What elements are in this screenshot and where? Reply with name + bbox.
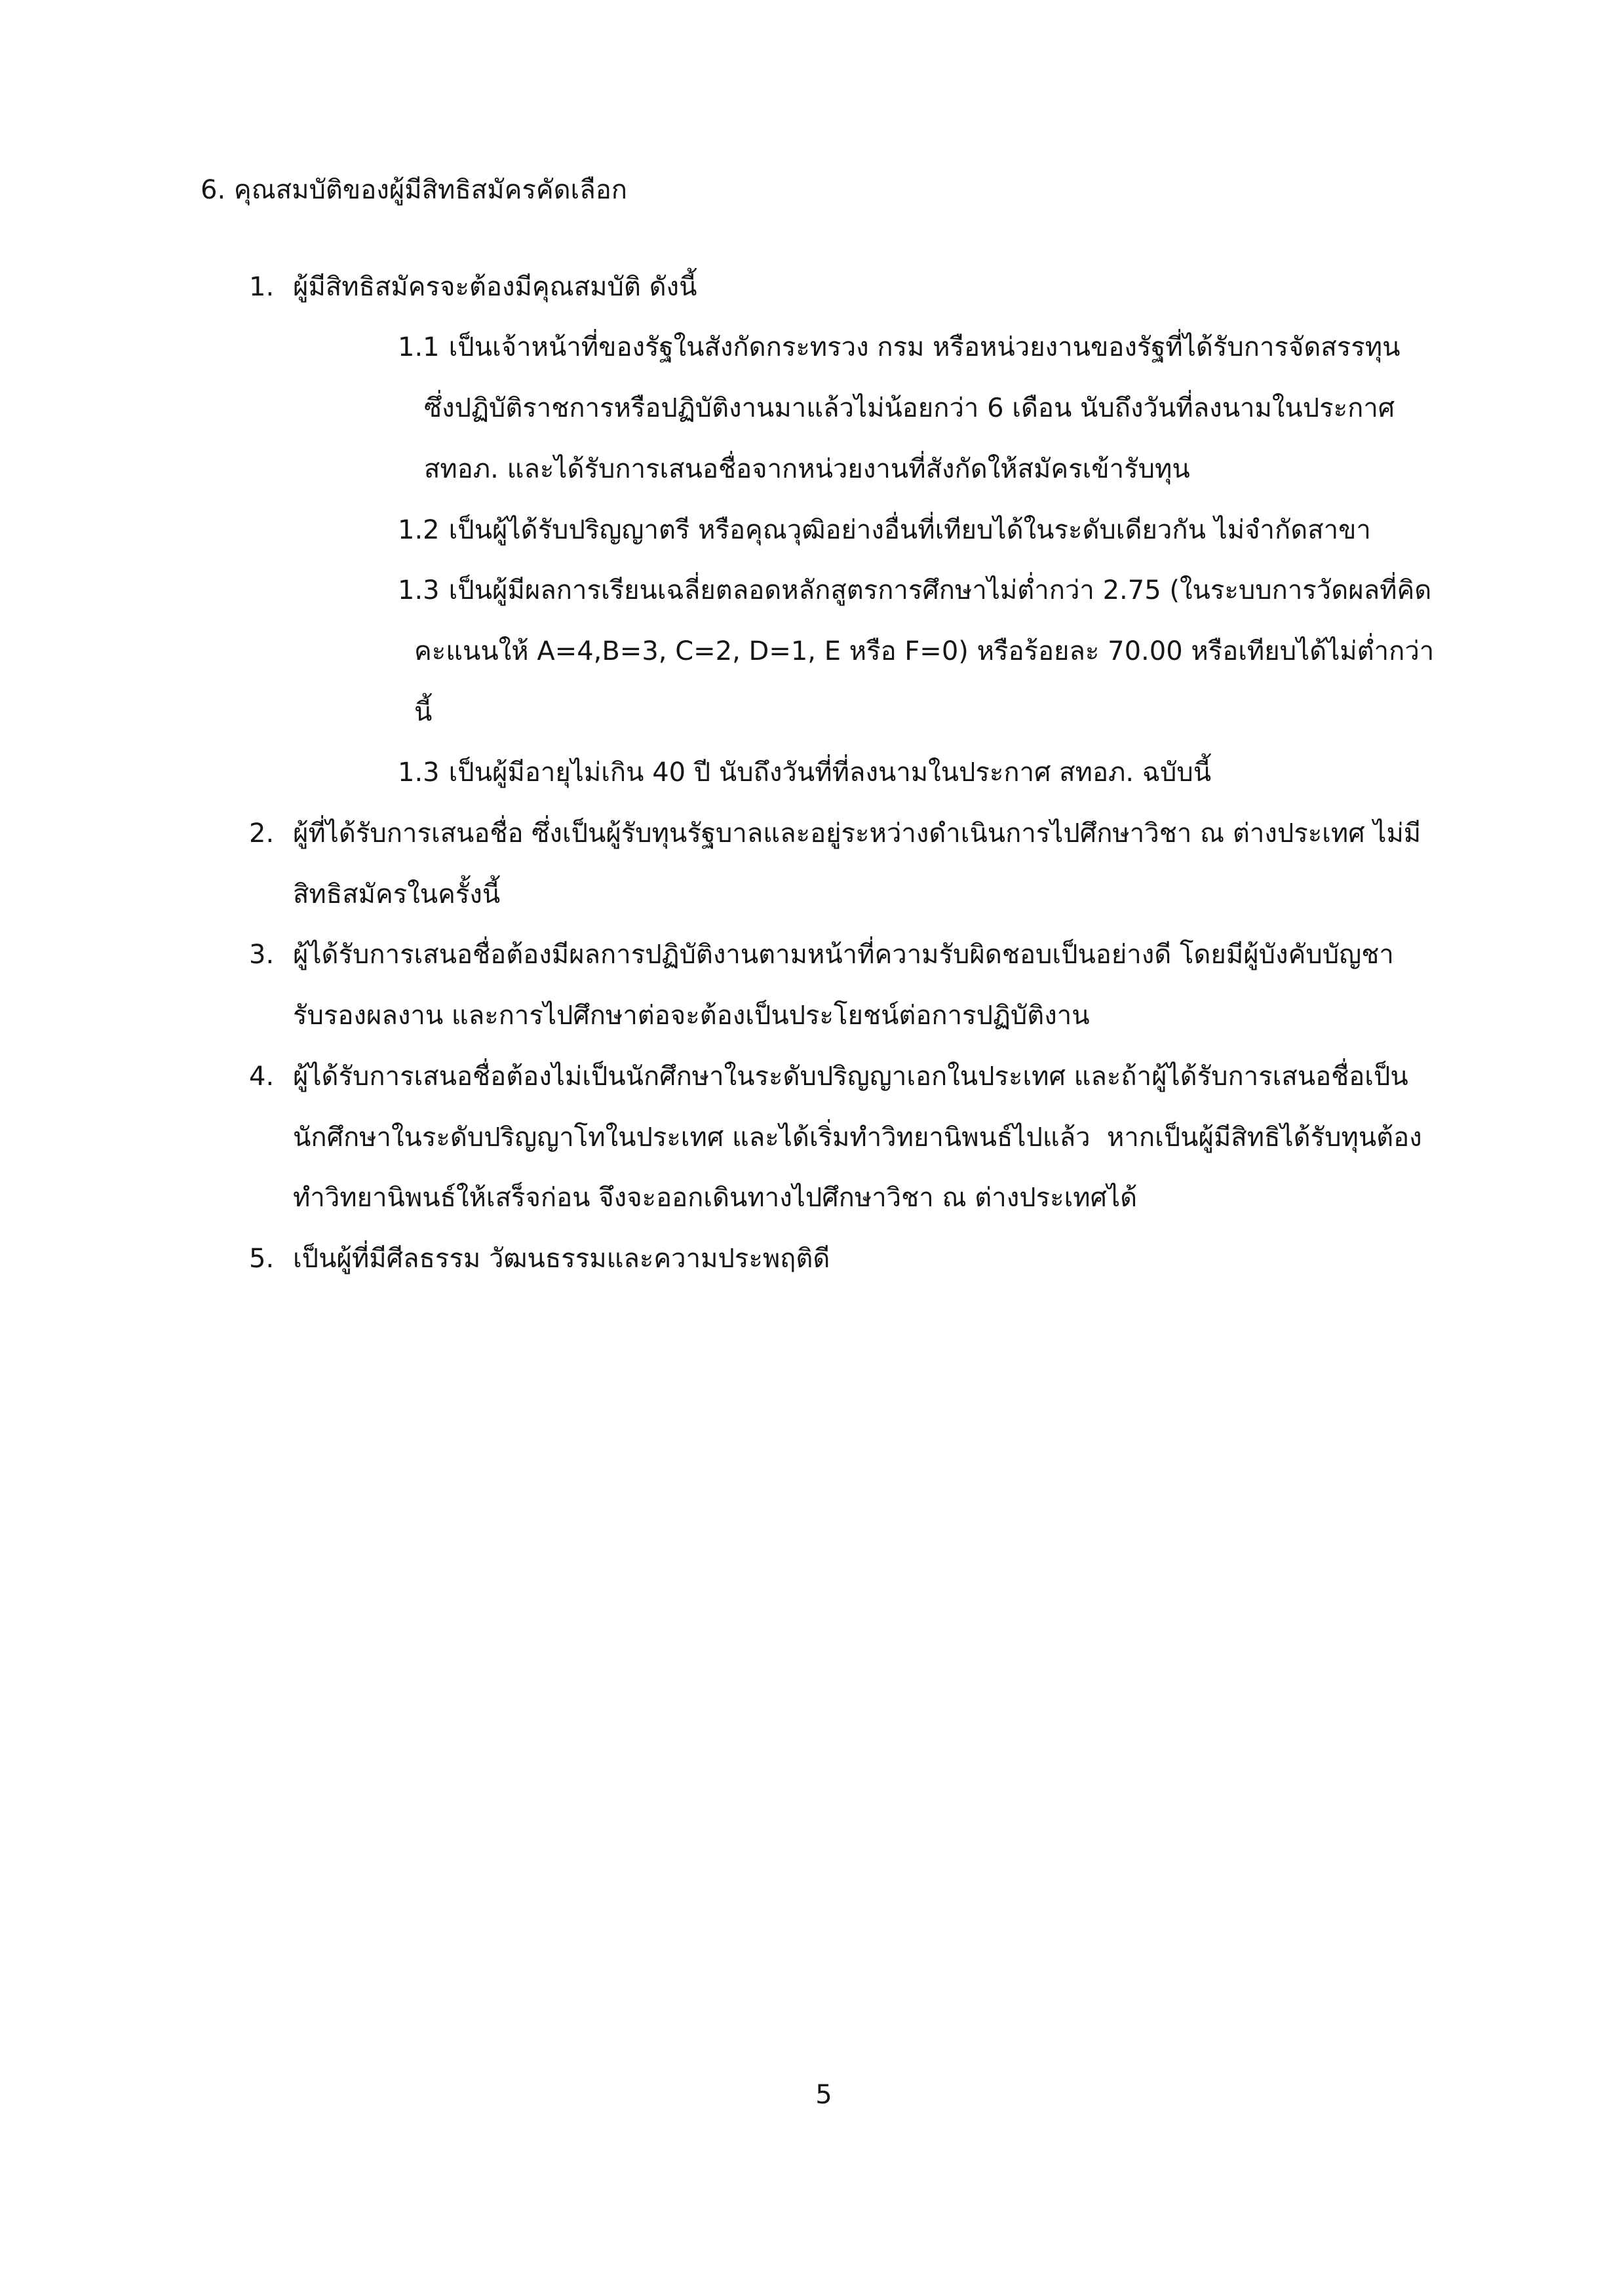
- list-item-text: เป็นผู้ที่มีศีลธรรม วัฒนธรรมและความประพฤติดี: [293, 1243, 830, 1274]
- sub-item-text-continued: สทอภ. และได้รับการเสนอชื่อจากหน่วยงานที่สังกัดให้สมัครเข้ารับทุน: [424, 453, 1190, 484]
- sub-item-first-line: [0, 742, 1624, 803]
- list-item-4: [0, 1046, 1624, 1229]
- sub-item-text: เป็นผู้มีผลการเรียนเฉลี่ยตลอดหลักสูตรการศึกษาไม่ต่ำกว่า 2.75 (ในระบบการวัดผลที่คิด: [448, 575, 1432, 606]
- list-item-text: ผู้ที่ได้รับการเสนอชื่อ ซึ่งเป็นผู้รับทุนรัฐบาลและอยู่ระหว่างดำเนินการไปศึกษาวิชา ณ ต่างประเทศ ไม่มี: [293, 818, 1421, 849]
- list-item-text: ผู้ได้รับการเสนอชื่อต้องไม่เป็นนักศึกษาในระดับปริญญาเอกในประเทศ และถ้าผู้ได้รับการเสนอชื่อเป็น: [293, 1061, 1408, 1092]
- sub-item-1-2: [0, 500, 1624, 561]
- sub-item-text: เป็นผู้มีอายุไม่เกิน 40 ปี นับถึงวันที่ที่ลงนามในประกาศ สทอภ. ฉบับนี้: [448, 757, 1212, 788]
- sub-item-number: 1.1: [398, 332, 440, 363]
- list-item-number: 2.: [249, 818, 275, 849]
- page-number: 5: [815, 2080, 832, 2110]
- list-item-5: [0, 1229, 1624, 1290]
- sub-item-number: 1.3: [398, 575, 440, 606]
- list-item-1: [0, 257, 1624, 803]
- sub-item-text-continued: คะแนนให้ A=4,B=3, C=2, D=1, E หรือ F=0) หรือร้อยละ 70.00 หรือเทียบได้ไม่ต่ำกว่านี้: [414, 636, 1435, 727]
- sub-item-1-1: [0, 317, 1624, 499]
- sub-item-number: 1.2: [398, 514, 440, 545]
- list-item-text-continued: นักศึกษาในระดับปริญญาโทในประเทศ และได้เริ่มทำวิทยานิพนธ์ไปแล้ว หากเป็นผู้มีสิทธิได้รับทุนต้อง: [293, 1122, 1422, 1153]
- qualifications-section: [0, 160, 1624, 1290]
- sub-item-first-line: [0, 500, 1624, 561]
- section-heading: 6. คุณสมบัติของผู้มีสิทธิสมัครคัดเลือก: [201, 175, 627, 205]
- list-item-number: 3.: [249, 940, 275, 970]
- sub-item-first-line: [0, 560, 1624, 621]
- sub-item-1-3-age: [0, 742, 1624, 803]
- sub-item-text-continued: ซึ่งปฏิบัติราชการหรือปฏิบัติงานมาแล้วไม่น้อยกว่า 6 เดือน นับถึงวันที่ลงนามในประกาศ: [424, 393, 1395, 424]
- list-item-text-continued: ทำวิทยานิพนธ์ให้เสร็จก่อน จึงจะออกเดินทางไปศึกษาวิชา ณ ต่างประเทศได้: [293, 1183, 1138, 1214]
- sub-item-first-line: [0, 317, 1624, 378]
- list-item-text-continued: รับรองผลงาน และการไปศึกษาต่อจะต้องเป็นประโยชน์ต่อการปฏิบัติงาน: [293, 1001, 1090, 1031]
- list-item-text-continued: สิทธิสมัครในครั้งนี้: [293, 879, 501, 909]
- sub-item-number: 1.3: [398, 757, 440, 788]
- list-item-number: 5.: [249, 1243, 275, 1274]
- list-item-number: 4.: [249, 1061, 275, 1092]
- sub-item-text: เป็นเจ้าหน้าที่ของรัฐในสังกัดกระทรวง กรม หรือหน่วยงานของรัฐที่ได้รับการจัดสรรทุน: [448, 332, 1401, 363]
- list-item-text: ผู้ได้รับการเสนอชื่อต้องมีผลการปฏิบัติงานตามหน้าที่ความรับผิดชอบเป็นอย่างดี โดยมีผู้บังคับบัญชา: [293, 940, 1394, 970]
- list-item-3: [0, 925, 1624, 1046]
- list-item-2: [0, 803, 1624, 925]
- sub-item-text: เป็นผู้ได้รับปริญญาตรี หรือคุณวุฒิอย่างอื่นที่เทียบได้ในระดับเดียวกัน ไม่จำกัดสาขา: [448, 514, 1371, 545]
- list-item-text: ผู้มีสิทธิสมัครจะต้องมีคุณสมบัติ ดังนี้: [293, 271, 697, 302]
- list-item-number: 1.: [249, 271, 275, 302]
- sub-item-1-3: [0, 560, 1624, 742]
